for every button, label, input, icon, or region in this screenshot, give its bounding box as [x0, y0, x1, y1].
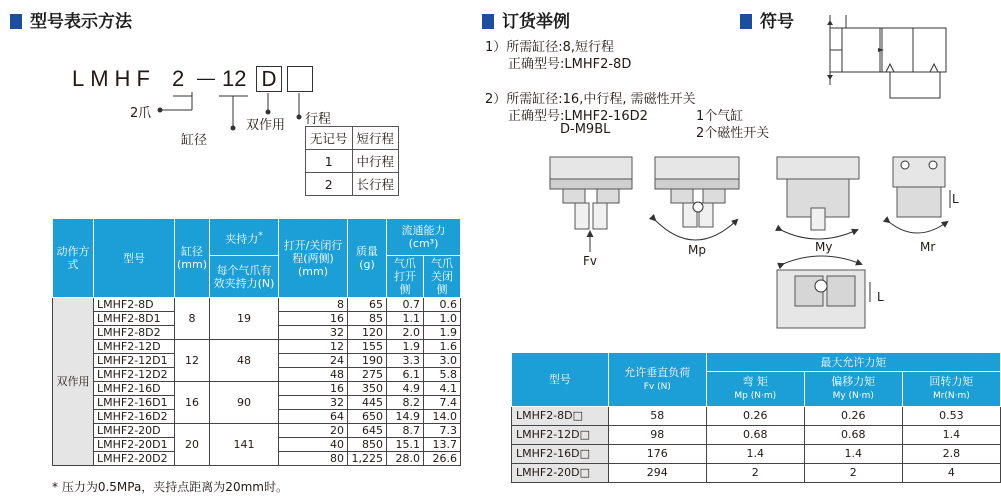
stroke-option-row — [306, 173, 399, 196]
table-row: LMHF2-20D□ 294 2 2 4 — [512, 464, 1001, 483]
col-grip-sub: 每个气爪有效夹持力(N) — [210, 256, 279, 298]
label-double-acting: 双作用 — [246, 118, 286, 133]
col-bore: 缸径(mm) — [175, 219, 210, 298]
col-flow: 流通能力 (cm³) — [387, 219, 461, 256]
table-row: LMHF2-16D2 64 650 14.9 14.0 — [53, 410, 461, 424]
label-l-offset: L — [877, 290, 884, 304]
pneumatic-symbol-diagram — [822, 10, 947, 102]
label-mr: Mr — [920, 240, 936, 254]
example2-line3a: D-M9BL — [560, 122, 611, 137]
stroke-option-row — [306, 127, 399, 150]
col-mr: 回转力矩 Mr(N·m) — [902, 372, 1000, 407]
col-stroke: 打开/关闭行程(两侧)(mm) — [279, 219, 348, 298]
code-size: 2 — [172, 66, 185, 91]
col-action: 动作方式 — [53, 219, 94, 298]
table-row: LMHF2-8D1 16 85 1.1 1.0 — [53, 312, 461, 326]
table-row: LMHF2-20D2 80 1,225 28.0 26.6 — [53, 452, 461, 466]
title-marker-icon — [740, 14, 752, 29]
label-l-mr: L — [952, 192, 959, 206]
table-row: LMHF2-20D 20 141 20 645 8.7 7.3 — [53, 424, 461, 438]
stroke-code: 1 — [306, 150, 353, 173]
mr-diagram — [889, 157, 950, 233]
example2-line2a: 正确型号:LMHF2-16D2 — [508, 109, 648, 124]
table-row: LMHF2-16D 16 90 16 350 4.9 4.1 — [53, 382, 461, 396]
ordering-example-title: 订货举例 — [482, 7, 570, 32]
label-fv: Fv — [583, 254, 598, 268]
table-row: LMHF2-8D□ 58 0.26 0.26 0.53 — [512, 407, 1001, 426]
col-flow-close: 气爪关闭侧 — [424, 256, 461, 298]
table-row: LMHF2-8D2 32 120 2.0 1.9 — [53, 326, 461, 340]
col-my: 偏移力矩 My (N·m) — [804, 372, 902, 407]
table-row: LMHF2-20D1 40 850 15.1 13.7 — [53, 438, 461, 452]
label-my: My — [815, 240, 833, 254]
table-row: LMHF2-12D2 48 275 6.1 5.8 — [53, 368, 461, 382]
example2-line2b: 1个气缸 — [696, 109, 744, 124]
example2-line3b: 2个磁性开关 — [696, 126, 770, 141]
stroke-desc: 短行程 — [352, 127, 399, 150]
stroke-desc: 中行程 — [352, 150, 399, 173]
title-marker-icon — [482, 14, 494, 29]
offset-diagram — [777, 256, 870, 328]
code-action-box: D — [256, 66, 282, 92]
stroke-code: 无记号 — [306, 127, 353, 150]
label-mp: Mp — [688, 243, 706, 257]
symbol-title: 符号 — [740, 7, 794, 32]
col-max-moment: 最大允许力矩 — [706, 353, 1000, 372]
code-bore: 12 — [222, 66, 247, 91]
fv-diagram — [550, 157, 632, 252]
stroke-option-row — [306, 150, 399, 173]
col-fv: 允许垂直负荷 Fv (N) — [608, 353, 706, 407]
table-row: 双作用 LMHF2-8D 8 19 8 65 0.7 0.6 — [53, 298, 461, 312]
label-stroke: 行程 — [305, 112, 332, 127]
label-2jaw: 2爪 — [130, 106, 152, 121]
table-row: LMHF2-12D□ 98 0.68 0.68 1.4 — [512, 426, 1001, 445]
stroke-code: 2 — [306, 173, 353, 196]
col-mass: 质量(g) — [348, 219, 387, 298]
col-model: 型号 — [94, 219, 175, 298]
code-prefix: LMHF — [72, 66, 156, 91]
spec-table — [52, 218, 461, 466]
col-mp: 弯 矩 Mp (N·m) — [706, 372, 804, 407]
moment-diagrams — [545, 152, 965, 344]
col-flow-open: 气爪打开侧 — [387, 256, 424, 298]
my-diagram — [777, 157, 859, 239]
col-grip: 夹持力* — [210, 219, 279, 256]
label-bore: 缸径 — [181, 133, 208, 148]
table-row: LMHF2-12D1 24 190 3.3 3.0 — [53, 354, 461, 368]
example2-line1: 2）所需缸径:16,中行程, 需磁性开关 — [485, 92, 696, 107]
example1-line1: 1）所需缸径:8,短行程 — [485, 40, 615, 55]
model-notation-title: 型号表示方法 — [10, 7, 132, 32]
table-row: LMHF2-12D 12 48 12 155 1.9 1.6 — [53, 340, 461, 354]
example1-line2: 正确型号:LMHF2-8D — [508, 57, 632, 72]
table-row: LMHF2-16D1 32 445 8.2 7.4 — [53, 396, 461, 410]
stroke-options-table — [305, 126, 399, 196]
stroke-desc: 长行程 — [352, 173, 399, 196]
action-cell: 双作用 — [53, 298, 94, 466]
force-table — [511, 352, 1001, 483]
mp-diagram — [655, 157, 739, 240]
col-force-model: 型号 — [512, 353, 609, 407]
spec-footnote: * 压力为0.5MPa，夹持点距离为20mm时。 — [52, 480, 288, 494]
code-dash: — — [197, 68, 215, 88]
table-row: LMHF2-16D□ 176 1.4 1.4 2.8 — [512, 445, 1001, 464]
